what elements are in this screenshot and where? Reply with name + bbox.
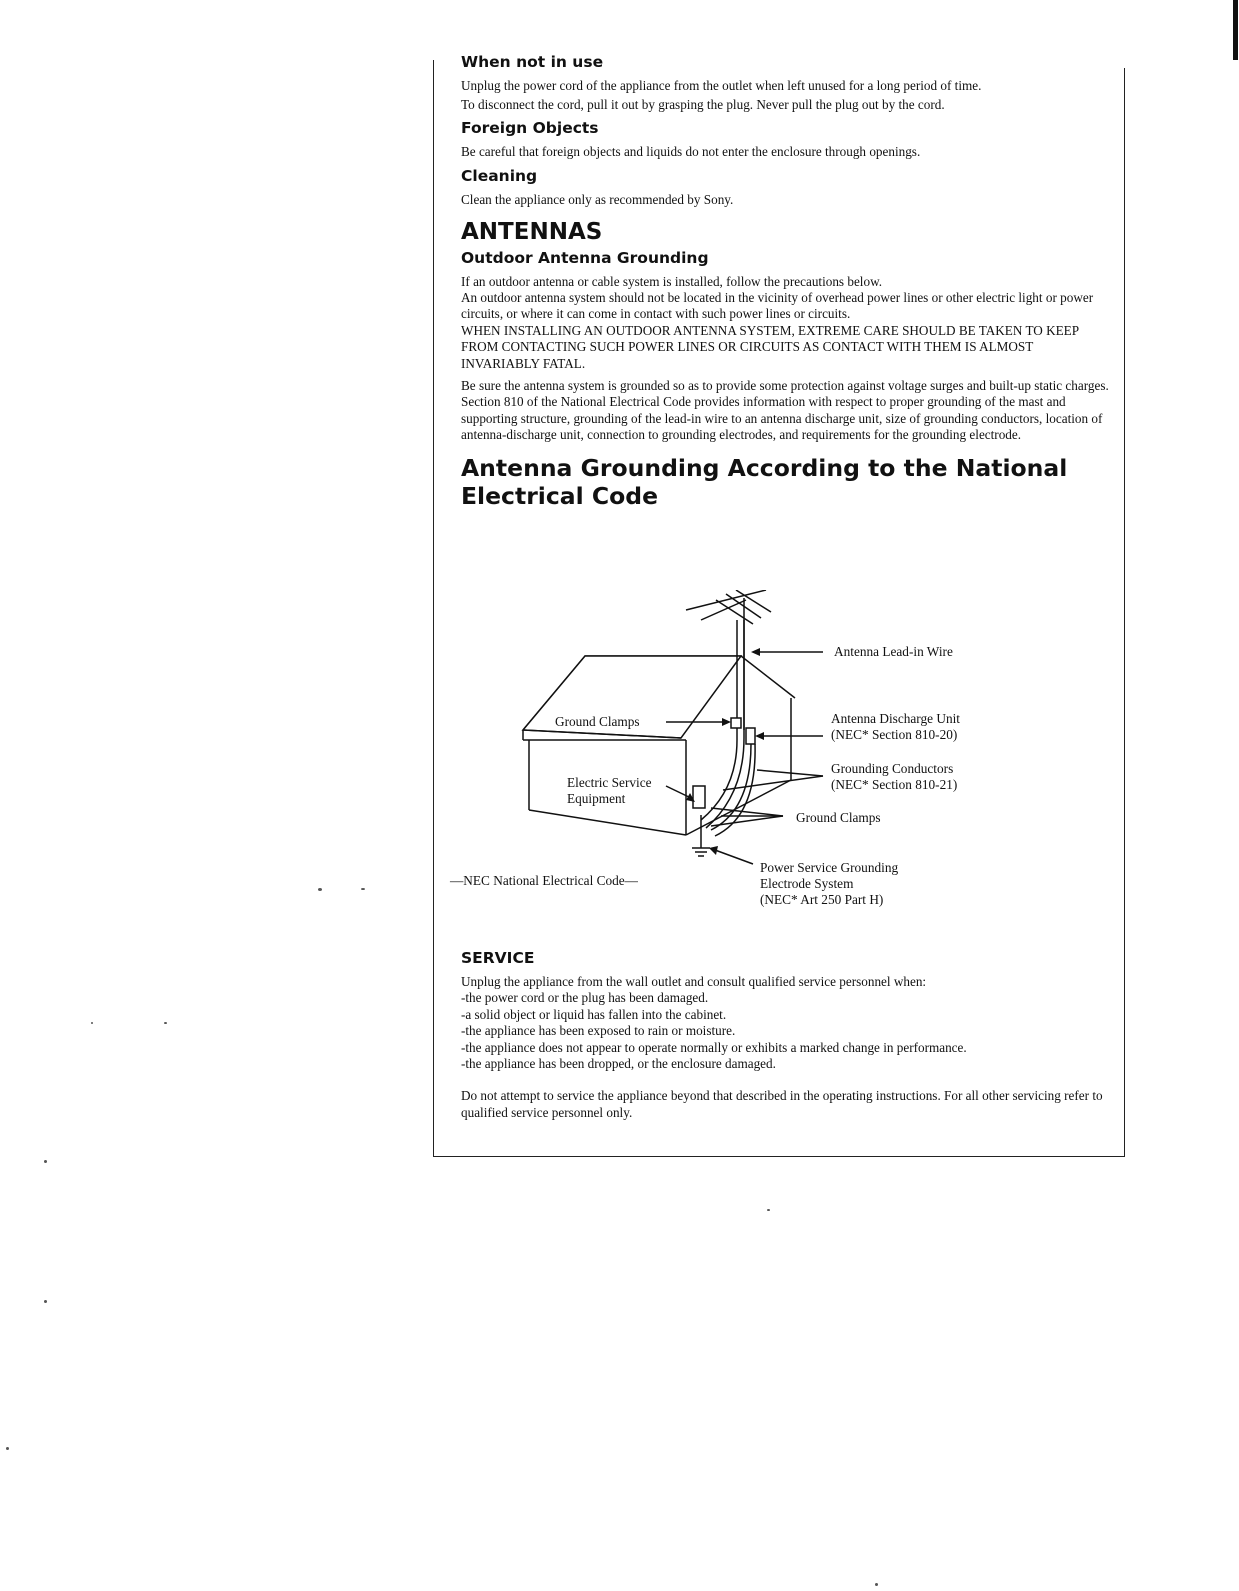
label-antenna-discharge-unit: Antenna Discharge Unit <box>831 711 960 726</box>
house-wall-base <box>529 810 686 835</box>
leader-ground-clamps-right <box>711 816 783 826</box>
cleaning-text: Clean the appliance only as recommended by Sony. <box>461 192 734 208</box>
electric-service-box <box>693 786 705 808</box>
label-grounding-conductors-ref: (NEC* Section 810-21) <box>831 777 958 792</box>
leader-conductors <box>757 770 823 776</box>
scan-speck <box>164 1022 167 1024</box>
scan-speck <box>44 1300 47 1303</box>
label-power-service-ref: (NEC* Art 250 Part H) <box>760 892 884 907</box>
label-ground-clamps-left: Ground Clamps <box>555 714 640 729</box>
service-item: -the appliance has been exposed to rain or moisture. <box>461 1023 736 1039</box>
safety-content <box>461 52 1111 510</box>
page-edge-mark <box>1233 0 1238 60</box>
service-section <box>461 948 1111 1121</box>
antennas-text-1: If an outdoor antenna or cable system is installed, follow the precautions below. <box>461 273 883 289</box>
when-not-in-use-heading: When not in use <box>461 53 604 71</box>
label-electric-service-equipment: Equipment <box>567 791 626 806</box>
label-discharge-unit-ref: (NEC* Section 810-20) <box>831 727 958 742</box>
label-power-service: Power Service Grounding <box>760 860 899 875</box>
scan-speck <box>767 1209 770 1211</box>
arrowhead <box>722 718 731 726</box>
service-item: -the appliance has been dropped, or the enclosure damaged. <box>461 1056 776 1072</box>
scan-speck <box>6 1447 9 1450</box>
when-not-in-use-text-1: Unplug the power cord of the appliance from the outlet when left unused for a long period of time. <box>461 78 982 93</box>
antenna-element <box>716 600 753 624</box>
arrowhead <box>709 846 718 855</box>
scan-speck <box>44 1160 47 1163</box>
grounding-diagram-title: Antenna Grounding According to the National Electrical Code <box>461 453 1068 510</box>
arrowhead <box>751 648 760 656</box>
antennas-text-2: An outdoor antenna system should not be located in the vicinity of overhead power lines or other electric light or power circuits, or where it can come in contact with such power lines or circuits. <box>461 290 1094 322</box>
frame-left-rule <box>433 60 434 1157</box>
label-nec-note: —NEC National Electrical Code— <box>450 873 638 888</box>
service-item: -the power cord or the plug has been damaged. <box>461 990 709 1006</box>
service-closing: Do not attempt to service the appliance beyond that described in the operating instructions. For all other servicing refer to qualified service personnel only. <box>461 1088 1103 1120</box>
ground-clamp <box>731 718 741 728</box>
label-grounding-conductors: Grounding Conductors <box>831 761 954 776</box>
label-electrode-system: Electrode System <box>760 876 854 891</box>
scan-speck <box>875 1583 878 1586</box>
scan-speck <box>361 888 365 890</box>
leader-electric-service <box>666 786 691 798</box>
label-electric-service: Electric Service <box>567 775 652 790</box>
when-not-in-use-text-2: To disconnect the cord, pull it out by grasping the plug. Never pull the plug out by the cord. <box>461 97 945 113</box>
service-heading: SERVICE <box>461 949 535 967</box>
service-intro: Unplug the appliance from the wall outlet and consult qualified service personnel when: <box>461 974 927 989</box>
antenna-discharge-unit <box>746 728 755 744</box>
antennas-warning: WHEN INSTALLING AN OUTDOOR ANTENNA SYSTEM, EXTREME CARE SHOULD BE TAKEN TO KEEP FROM CONTACTING SUCH POWER LINES OR CIRCUITS AS CONTACT WITH THEM IS ALMOST INVARIABLY FATAL. <box>461 322 1079 371</box>
scan-speck <box>91 1022 93 1024</box>
leader-power-service <box>715 850 753 864</box>
label-ground-clamps-right: Ground Clamps <box>796 810 881 825</box>
scan-speck <box>318 888 322 891</box>
service-item: -a solid object or liquid has fallen into the cabinet. <box>461 1006 727 1022</box>
antennas-heading: ANTENNAS <box>461 218 603 245</box>
antenna-grounding-diagram <box>450 590 1111 930</box>
frame-right-rule <box>1124 68 1125 1157</box>
cleaning-heading: Cleaning <box>461 167 538 186</box>
outdoor-antenna-grounding-heading: Outdoor Antenna Grounding <box>461 248 709 267</box>
label-antenna-lead-in: Antenna Lead-in Wire <box>834 644 953 659</box>
arrowhead <box>755 732 764 740</box>
service-item: -the appliance does not appear to operate normally or exhibits a marked change in performance. <box>461 1039 967 1055</box>
foreign-objects-text: Be careful that foreign objects and liquids do not enter the enclosure through openings. <box>461 143 921 159</box>
foreign-objects-heading: Foreign Objects <box>461 118 599 137</box>
antennas-text-3: Be sure the antenna system is grounded so as to provide some protection against voltage surges and built-up static charges. Section 810 of the National Electrical Code provides information with respect to proper grounding of the mast and supporting structure, grounding of the lead-in wire to an antenna discharge unit, size of grounding conductors, location of antenna-discharge unit, connection to grounding electrodes, and requirements for the grounding electrode. <box>461 378 1109 443</box>
frame-bottom-rule <box>433 1156 1125 1157</box>
